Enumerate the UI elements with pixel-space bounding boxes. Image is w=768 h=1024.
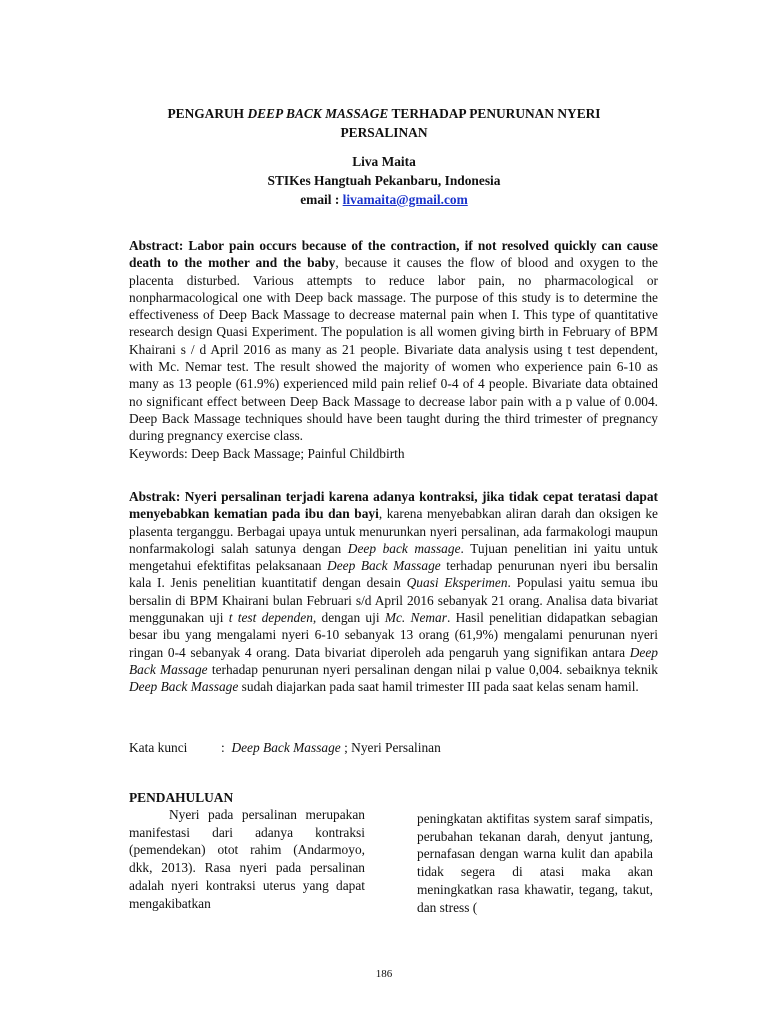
- author-block: [110, 152, 658, 209]
- abstract-indonesian: Abstrak: Nyeri persalinan terjadi karena adanya kontraksi, jika tidak cepat teratasi dapat menyebabkan kematian pada ibu dan bayi, karena menyebabkan aliran darah dan oksigen ke plasenta terganggu. Berbagai upaya untuk menurunkan nyeri persalinan, ada farmakologi maupun nonfarmakologi salah satunya dengan Deep back massage. Tujuan penelitian ini yaitu untuk mengetahui efektifitas pelaksanaan Deep Back Massage terhadap penurunan nyeri ibu bersalin kala I. Jenis penelitian kuantitatif dengan desain Quasi Eksperimen. Populasi yaitu semua ibu bersalin di BPM Khairani bulan Februari s/d April 2016 sebanyak 21 orang. Analisa data bivariat menggunakan uji t test dependen, dengan uji Mc. Nemar. Hasil penelitian didapatkan sebagian besar ibu yang mengalami nyeri 6-10 sebanyak 13 orang (61,9%) mengalami penurunan nyeri ringan 0-4 sebanyak 4 orang. Data bivariat diperoleh ada pengaruh yang signifikan antara Deep Back Massage terhadap penurunan nyeri persalinan dengan nilai p value 0,004. sebaiknya teknik Deep Back Massage sudah diajarkan pada saat hamil trimester III pada saat kelas senam hamil.: [129, 489, 659, 695]
- page-number: 186: [375, 968, 393, 980]
- keywords-english: Keywords: Deep Back Massage; Painful Childbirth: [129, 445, 405, 461]
- kata-kunci-label: Kata kunci: [129, 740, 188, 755]
- author-name: Liva Maita: [352, 154, 416, 169]
- paper-title: PENGARUH DEEP BACK MASSAGE TERHADAP PENURUNAN NYERI PERSALINAN: [167, 106, 601, 140]
- kata-kunci-values: : Deep Back Massage ; Nyeri Persalinan: [221, 740, 441, 755]
- intro-left-column: Nyeri pada persalinan merupakan manifestasi dari adanya kontraksi (pemendekan) otot rahim (Andarmoyo, dkk, 2013). Rasa nyeri pada persalinan adalah nyeri kontraksi uterus yang dapat mengakibatkan: [129, 807, 365, 911]
- section-heading: PENDAHULUAN: [129, 790, 234, 805]
- intro-right-column: peningkatan aktifitas system saraf simpatis, perubahan tekanan darah, denyut jantung, pernafasan dengan warna kulit dan apabila tidak segera di atasi maka akan meningkatkan rasa khawatir, tegang, takut, dan stress (: [417, 811, 653, 915]
- abstract-english: Abstract: Labor pain occurs because of the contraction, if not resolved quickly can cause death to the mother and the baby, because it causes the flow of blood and oxygen to the placenta disturbed. Various attempts to reduce labor pain, no pharmacological or nonpharmacological one with Deep back massage. The purpose of this study is to determine the effectiveness of Deep Back Massage to decrease maternal pain when I. This type of quantitative research design Quasi Experiment. The population is all women giving birth in February of BPM Khairani s / d April 2016 as many as 21 people. Bivariate data analysis using t test dependent, with Mc. Nemar test. The result showed the majority of women who experience pain 6-10 as many as 13 people (61.9%) experienced mild pain relief 0-4 of 4 people. Bivariate data obtained no significant effect between Deep Back Massage to decrease labor pain with a p value of 0.004. Deep Back Massage techniques should have been taught during the third trimester of pregnancy during pregnancy exercise class. Keywords: Deep Back Massage; Painful Childbirth: [129, 238, 658, 461]
- author-email-link[interactable]: livamaita@gmail.com: [342, 192, 468, 207]
- author-email-line: email : livamaita@gmail.com: [300, 192, 468, 207]
- author-affiliation: STIKes Hangtuah Pekanbaru, Indonesia: [267, 173, 501, 188]
